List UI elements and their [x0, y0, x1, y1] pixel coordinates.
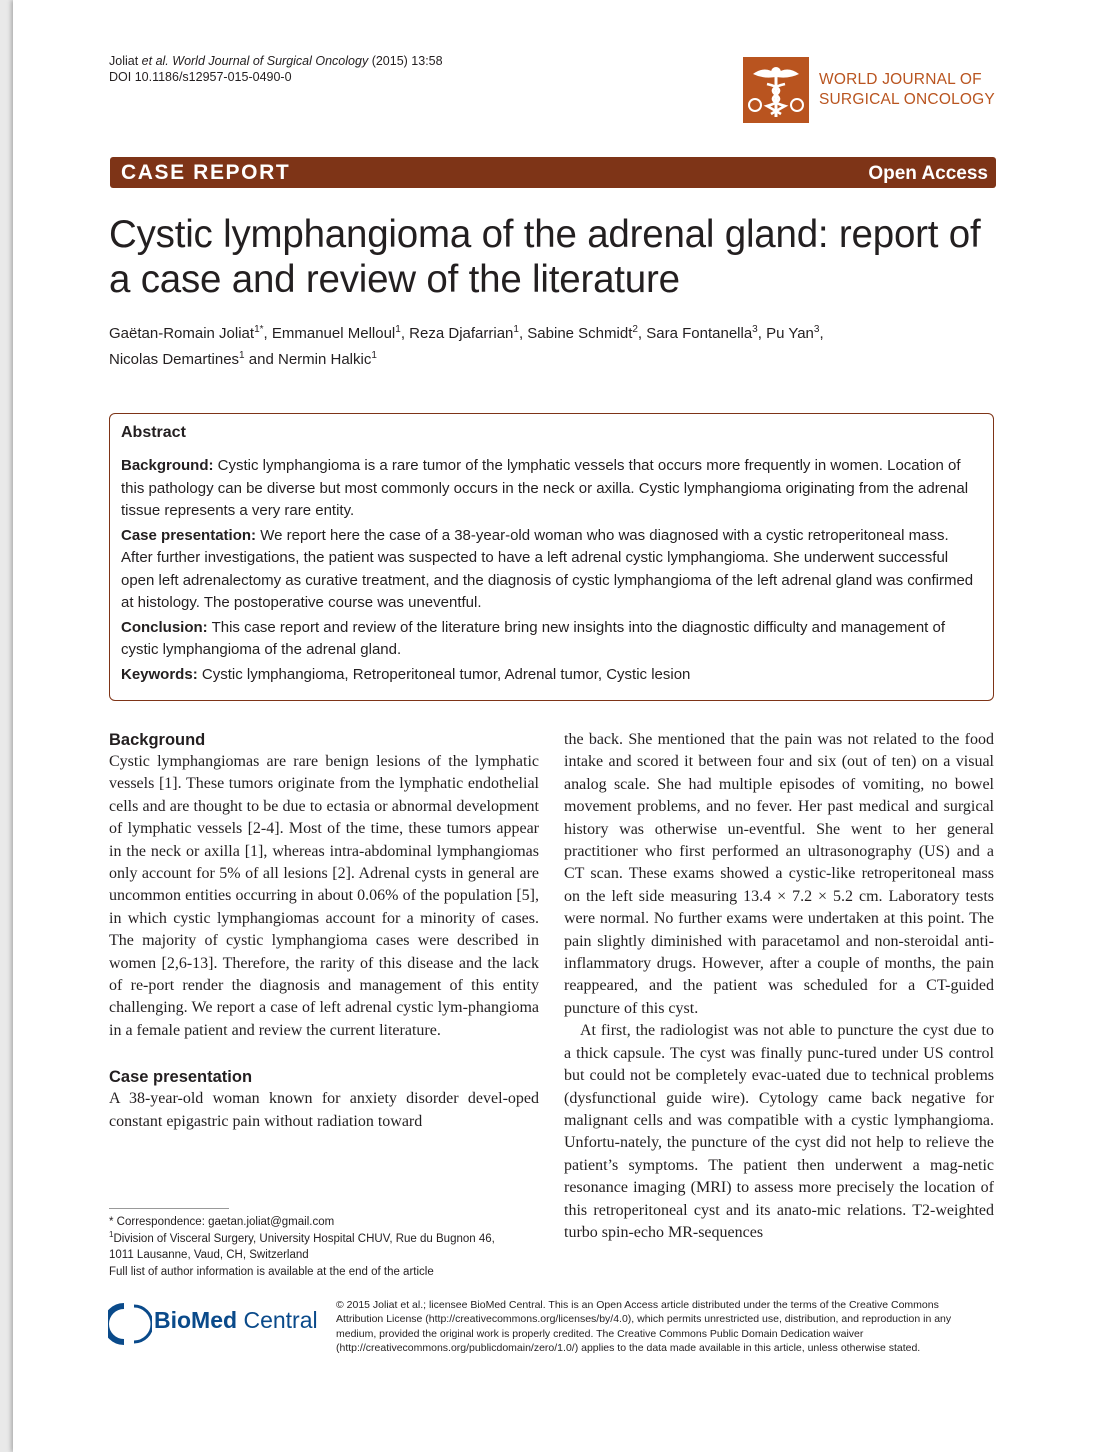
- abstract-box: [109, 413, 994, 701]
- abstract-keywords: Keywords: Cystic lymphangioma, Retroperitoneal tumor, Adrenal tumor, Cystic lesion: [121, 665, 691, 683]
- footnote-rule: [109, 1208, 229, 1209]
- author: Pu Yan$^3$,: [766, 324, 824, 342]
- body-column-right: [564, 729, 994, 1244]
- author: Nermin Halkic$^1$: [277, 350, 377, 368]
- bmc-bracket-icon: [108, 1303, 152, 1345]
- affiliation-line2: 1011 Lausanne, Vaud, CH, Switzerland: [109, 1249, 309, 1261]
- page: [13, 0, 1098, 1452]
- doi[interactable]: DOI 10.1186/s12957-015-0490-0: [109, 70, 292, 84]
- section-heading-case: Case presentation: [109, 1068, 253, 1087]
- article-title: Cystic lymphangioma of the adrenal gland: report of a case and review of the literature: [109, 213, 981, 301]
- author: Nicolas Demartines$^1$ and: [109, 350, 278, 368]
- author: Gaëtan-Romain Joliat$^{1*}$,: [109, 324, 272, 342]
- article-type-label: CASE REPORT: [121, 161, 291, 184]
- citation-line: [109, 53, 443, 69]
- body-column-left: [109, 729, 539, 1133]
- citation-header: [109, 53, 443, 85]
- author-info-note: Full list of author information is available at the end of the article: [109, 1265, 434, 1278]
- author: Sabine Schmidt$^2$,: [527, 324, 647, 342]
- abstract-heading: Abstract: [121, 424, 186, 441]
- license-text: © 2015 Joliat et al.; licensee BioMed Central. This is an Open Access article distributed under the terms of the Creative Commons Attribution License (http://creativecommons.org/licenses/by/4.0), which permits unrestricted use, distribution, and reproduction in any medium, provided the original work is properly credited. The Creative Commons Public Domain Dedication waiver (http://creativecommons.org/publicdomain/zero/1.0/) applies to the data made available in this article, unless otherwise stated.: [336, 1299, 952, 1354]
- case-paragraph-continued: the back. She mentioned that the pain was not related to the food intake and scored it between four and six (out of ten) on a visual analog scale. She had multiple episodes of vomiting, no bowel movement problems, and no fever. Her past medical and surgical history was otherwise un-eventful. She went to her general practitioner who first performed an ultrasonography (US) and a CT scan. These exams showed a cystic-like retroperitoneal mass on the left side measuring 13.4 × 7.2 × 5.2 cm. Laboratory tests were normal. No further exams were undertaken at this point. The pain slightly diminished with paracetamol and non-steroidal anti-inflammatory drugs. However, after a couple of months, the pain reappeared, and the patient was scheduled for a CT-guided puncture of this cyst.: [564, 731, 994, 1017]
- abstract-background: Background: Cystic lymphangioma is a rare tumor of the lymphatic vessels that occurs more frequently in women. Location of this pathology can be diverse but most commonly occurs in the neck or axilla. Cystic lymphangioma originating from the adrenal tissue represents a very rare entity.: [121, 457, 969, 519]
- author-list: [109, 321, 989, 373]
- abstract-case: Case presentation: We report here the case of a 38-year-old woman who was diagnosed with a cystic retroperitoneal mass. After further investigations, the patient was suspected to have a left adrenal cystic lymphangioma. She underwent successful open left adrenalectomy as curative treatment, and the diagnosis of cystic lymphangioma of the left adrenal gland was confirmed at histology. The postoperative course was uneventful.: [121, 526, 974, 611]
- case-paragraph-2: At first, the radiologist was not able to puncture the cyst due to a thick capsule. The cyst was finally punc-tured under US control but could not be completely evac-uated due to technical problems (dysfunctional guide wire). Cytology came back negative for malignant cells and was compatible with a cystic lymphangioma. Unfortu-nately, the puncture of the cyst did not help to relieve the patient’s symptoms. The patient then underwent a mag-netic resonance imaging (MRI) to assess more precisely the location of this retroperitoneal cyst and its anato-mic relations. T2-weighted turbo spin-echo MR-sequences: [564, 1022, 994, 1241]
- section-heading-background: Background: [109, 731, 206, 749]
- citation-journal: World Journal of Surgical Oncology: [172, 54, 369, 68]
- footnote: [109, 1214, 539, 1280]
- author: Reza Djafarrian$^1$,: [409, 324, 528, 342]
- abstract-conclusion: Conclusion: This case report and review of the literature bring new insights into the diagnostic difficulty and management of cystic lymphangioma of the adrenal gland.: [121, 618, 946, 658]
- case-paragraph-start: A 38-year-old woman known for anxiety disorder devel-oped constant epigastric pain without radiation toward: [109, 1090, 539, 1130]
- caduceus-logo: [743, 57, 809, 123]
- author: Sara Fontanella$^3$,: [646, 324, 767, 342]
- background-paragraph: Cystic lymphangiomas are rare benign lesions of the lymphatic vessels [1]. These tumors originate from the lymphatic endothelial cells and are thought to be due to ectasia or abnormal development of lymphatic vessels [2-4]. Most of the time, these tumors appear in the neck or axilla [1], whereas intra-abdominal lymphangiomas only account for 5% of all lesions [2]. Adrenal cysts in general are uncommon entities occurring in about 0.06% of the population [5], in which cystic lymphangiomas account for a minority of cases. The majority of cystic lymphangioma cases were described in women [2,6-13]. Therefore, the rarity of this disease and the lack of re-port render the diagnosis and management of this entity challenging. We report a case of left adrenal cystic lym-phangioma in a female patient and review the current literature.: [109, 753, 539, 1039]
- citation-author: Joliat: [109, 54, 139, 68]
- publisher-name: BioMed Central: [154, 1307, 318, 1333]
- citation-year-volume: (2015) 13:58: [371, 54, 443, 68]
- open-access-label: Open Access: [868, 163, 988, 184]
- journal-name-line1: WORLD JOURNAL OF: [819, 71, 982, 88]
- affiliation: $^1$Division of Visceral Surgery, University Hospital CHUV, Rue du Bugnon 46,: [109, 1229, 495, 1245]
- author: Emmanuel Melloul$^1$,: [271, 324, 410, 342]
- citation-etal: et al.: [141, 54, 169, 68]
- journal-name: [819, 70, 995, 110]
- journal-name-line2: SURGICAL ONCOLOGY: [819, 91, 995, 108]
- correspondence: * Correspondence: gaetan.joliat@gmail.com: [109, 1216, 335, 1228]
